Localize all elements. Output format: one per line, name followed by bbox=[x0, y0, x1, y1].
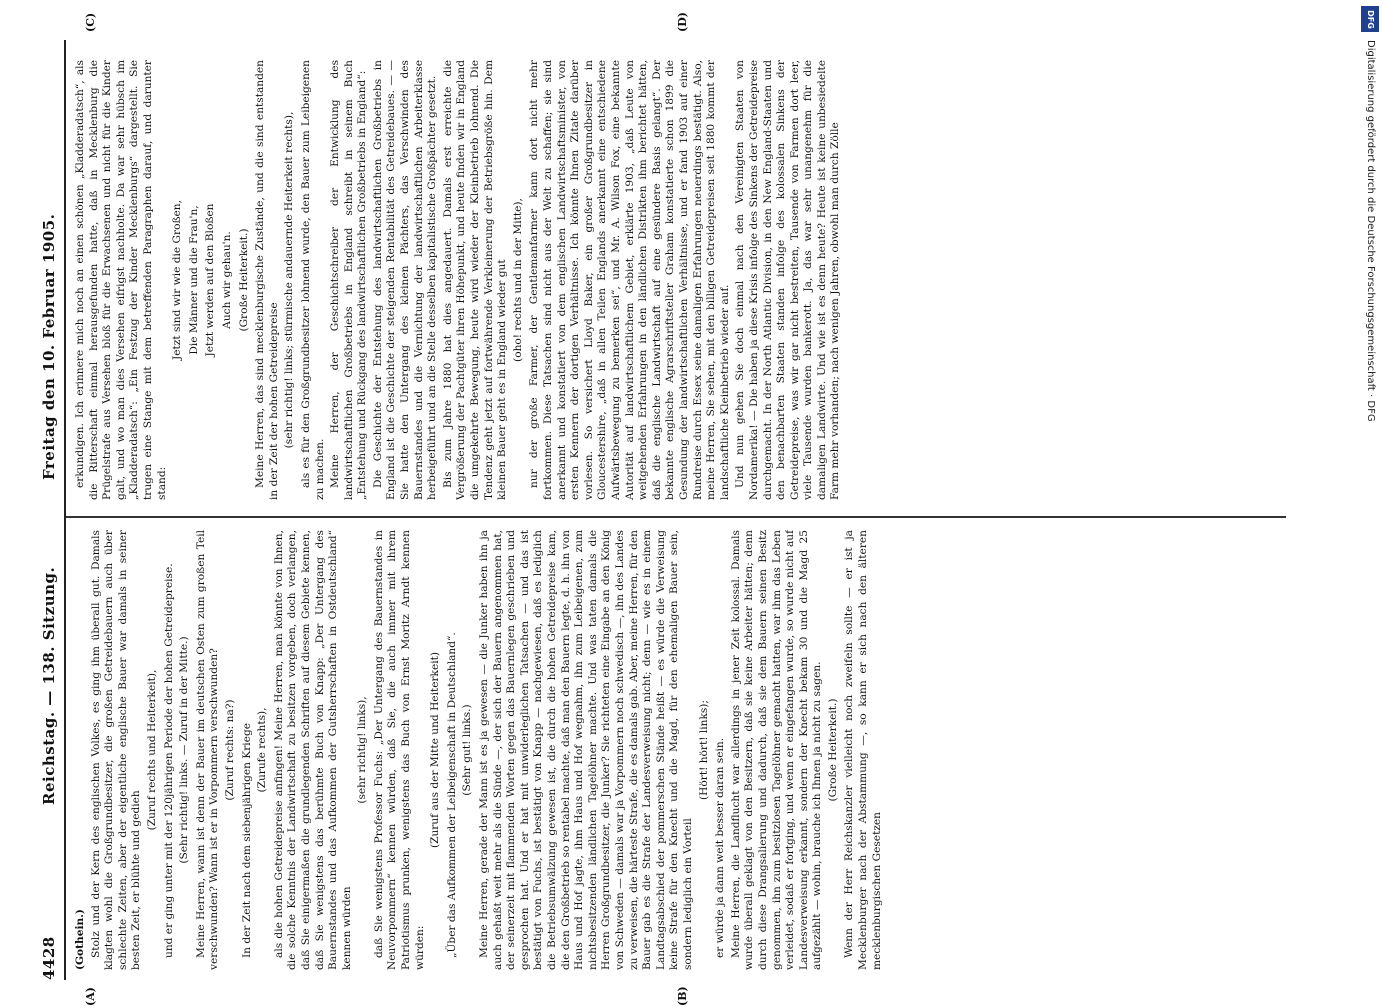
margin-marker-d: (D) bbox=[676, 12, 689, 32]
column-divider bbox=[66, 516, 1286, 518]
speaker-name: (Gothein.) bbox=[74, 909, 86, 970]
verse-line: Auch wir gehau'n. bbox=[220, 231, 233, 329]
paragraph: als die hohen Getreidepreise anfingen! Meine Herren, man könnte von Ihnen, die solche Kenntnis der Landwirtschaft zu besitzen vorgeben, doch verlangen, daß Sie einigermaßen die grundlegenden Schriften auf diesem Gebiete kennen, daß Sie wenigstens das berühmte Buch von Knapp: „Der Untergang des Bauernstandes und das Aufkommen der Gutsherrschaften in Ostdeutschland“ kennen würden bbox=[272, 530, 353, 970]
interjection: (Zurufe rechts), bbox=[256, 707, 269, 793]
interjection: (Große Heiterkeit.) bbox=[826, 698, 839, 802]
digitization-credit: Digitalisierung gefördert durch die Deutsche Forschungsgemeinschaft · DFG bbox=[1365, 40, 1376, 422]
dfg-logo: DFG bbox=[1361, 6, 1379, 32]
paragraph: Stolz und der Kern des englischen Volkes, es ging ihm überall gut. Damals klagten wohl die Großgrundbesitzer, die großen Getreidebauern auch über schlechte Zeiten, aber der eigentliche englische Bauer war damals in seiner besten Zeit, er blühte und gedieh bbox=[89, 530, 143, 970]
header-rule bbox=[64, 40, 66, 980]
header-left bbox=[36, 525, 64, 980]
interjection: (Große Heiterkeit.) bbox=[237, 228, 250, 332]
paragraph: und er ging unter mit der 120jährigen Periode der hohen Getreidepreise. bbox=[162, 563, 175, 958]
block-quote: Die Geschichte der Entstehung des landwirtschaftlichen Großbetriebs in England ist die Geschichte der steigenden Rentabilität des Getreidebaues. — — Sie hatte den Untergang des kleinen Pächters, das Verschwinden des Bauernstandes und die Vernichtung der landwirtschaftlichen Arbeiterklasse herbeigeführt und an die Stelle desselben kapitalistische Großpächter gesetzt. bbox=[371, 60, 439, 500]
paragraph: Meine Herren, wann ist denn der Bauer im deutschen Osten zum großen Teil verschwunden? Wann ist er in Vorpommern verschwunden? bbox=[194, 530, 221, 970]
paragraph: Meine Herren, das sind mecklenburgische Zustände, und die sind entstanden in der Zeit der hohen Getreidepreise bbox=[254, 60, 280, 500]
verse-line: Jetzt werden auf den Bloßen bbox=[204, 203, 217, 357]
interjection: (sehr richtig! links), bbox=[356, 696, 369, 804]
paragraph: nur der große Farmer, der Gentlemanfarmer kann dort nicht mehr fortkommen. Diese Tatsachen sind nicht aus der Welt zu schaffen; sie sind anerkannt und konstatiert von dem englischen Landwirtschaftsminister, von ersten Kennern der dortigen Verhältnisse. Ich könnte Ihnen Zitate darüber vorlesen. So versichert Lloyd Baker, ein großer Großgrundbesitzer in Gloucestershire, „daß in allen Teilen Englands anerkannt eine entschiedene Aufwärtsbewegung zu bemerken sei“, und Mr. A. Wilson Fox, eine bekannte Autorität auf landwirtschaftlichem Gebiet, erklärte 1903, „daß Leute von weitgehenden Erfahrungen in den ländlichen Distrikten ihm berichtet hätten, daß die englische Landwirtschaft auf eine gesündere Basis gelangt“. Der bekannte englische Agrarschriftsteller Graham konstatierte schon 1899 die Gesundung der landwirtschaftlichen Verhältnisse, und er fand 1903 auf einer Rundreise durch Essex seine damaligen Erfahrungen neuerdings bestätigt. Also, meine Herren, Sie sehen, mit den billigen Getreidepreisen seit 1880 kommt der landschaftliche Kleinbetrieb wieder auf. bbox=[528, 60, 731, 500]
paragraph: In der Zeit nach dem siebenjährigen Kriege bbox=[240, 723, 253, 958]
verse-line: Die Männer und die Frau'n, bbox=[187, 205, 200, 355]
right-column bbox=[74, 60, 1309, 500]
rotated-page-content bbox=[36, 12, 1316, 1006]
margin-marker-a: (A) bbox=[84, 987, 97, 1006]
paragraph: erkundigen. Ich erinnere mich noch an einen schönen „Kladderadatsch“, als die Ritterschaft einmal herausgefunden hatte, daß in Mecklenburg die Prügelstrafe aus Versehen bloß für die Erwachsenen und nicht für die Kinder galt, und wo man dies Versehen eifrigst nachholte. Da war sehr hübsch im „Kladderadatsch“: „Ein Festzug der Kinder Mecklenburgs“ dargestellt. Sie trugen eine Stange mit dem betreffenden Paragraphen darauf, und darunter stand: bbox=[74, 60, 168, 500]
left-column bbox=[74, 530, 1309, 970]
interjection: (Sehr gut! links.) bbox=[461, 704, 474, 796]
paragraph: er würde ja dann weit besser daran sein. bbox=[714, 737, 727, 958]
verse-line: Jetzt sind wir wie die Großen, bbox=[171, 200, 184, 361]
paragraph: Bis zum Jahre 1880 hat dies angedauert. Damals erst erreichte die Vergrößerung der Pachtgüter ihren Höhepunkt, und heute finden wir in England die umgekehrte Bewegung, heute wird wieder der Kleinbetrieb lohnend. Die Tendenz geht jetzt auf fortwährende Verkleinerung der Betriebsgröße hin. Dem kleinen Bauer geht es in England wieder gut bbox=[441, 60, 509, 500]
paragraph: Meine Herren, die Landflucht war allerdings in jener Zeit kolossal. Damals wurde überall geklagt von den Besitzern, daß sie keine Arbeiter hätten; denn durch diese Drangsalierung und dadurch, daß sie dem Bauern seinen Besitz genommen, ihn zum besitzlosen Tagelöhner gemacht hatten, war ihm das Leben verleidet, sodaß er fortging, und wenn er eingefangen wurde, so wurde nicht auf Landesverweisung erkannt, sondern der Knecht bekam 30 und die Magd 25 aufgezählt — wohin, brauche ich Ihnen ja nicht zu sagen. bbox=[729, 530, 824, 970]
header-left-title: Reichstag. — 138. Sitzung. bbox=[40, 566, 58, 805]
paragraph: als es für den Großgrundbesitzer lohnend wurde, den Bauer zum Leibeigenen zu machen. bbox=[299, 60, 326, 500]
interjection: (Zuruf rechts: na?) bbox=[223, 699, 236, 801]
interjection: (sehr richtig! links; stürmische andauernde Heiterkeit rechts), bbox=[283, 111, 296, 449]
paragraph: daß Sie wenigstens Professor Fuchs: „Der Untergang des Bauernstandes in Neuvorpommern“ kennen würden, daß Sie, die auch immer mit ihrem Patriotismus prunken, wenigstens das Buch von Ernst Moritz Arndt kennen würden: bbox=[372, 530, 426, 970]
paragraph: „Über das Aufkommen der Leibeigenschaft in Deutschland“. bbox=[445, 632, 458, 958]
header-right-title: Freitag den 10. Februar 1905. bbox=[40, 213, 58, 480]
paragraph: Wenn der Herr Reichskanzler vielleicht noch zweifeln sollte — er ist ja Mecklenburger nach der Abstammung —, so kann er sich nach den älteren mecklenburgischen Gesetzen bbox=[843, 530, 883, 970]
paragraph: Meine Herren, der Geschichtschreiber der Entwicklung des landwirtschaftlichen Großbetriebs in England schreibt in seinem Buch „Entstehung und Rückgang des landwirtschaftlichen Großbetriebs in England“: bbox=[329, 60, 369, 500]
interjection: (Zuruf rechts und Heiterkeit), bbox=[145, 669, 158, 831]
margin-marker-b: (B) bbox=[676, 986, 689, 1006]
header-right bbox=[36, 40, 64, 510]
page-number: 4428 bbox=[40, 936, 58, 980]
paragraph: Meine Herren, gerade der Mann ist es ja gewesen — die Junker haben ihn ja auch gehaßt weit mehr als die Sünde —, der sich der Bauern angenommen hat, der seinerzeit mit flammenden Worten gegen das Bauernlegen geschrieben und gesprochen hat. Und er hat mit unwiderleglichen Tatsachen — und das ist bestätigt von Fuchs, ist bestätigt von Knapp — nachgewiesen, daß es lediglich die Betriebsumwälzung gewesen ist, die durch die hohen Getreidepreise kam, die den Großbetrieb so rentabel machte, daß man den Bauern legte, d. h. ihn von Haus und Hof jagte, ihm Haus und Hof wegnahm, ihn zum Leibeigenen, zum nichtsbesitzenden ländlichen Tagelöhner machte. Und was taten damals die Herren Großgrundbesitzer, die Junker? Sie richteten eine Eingabe an den König von Schweden — damals war ja Vorpommern noch schwedisch —, ihn des Landes zu verweisen, die härteste Strafe, die es damals gab. Aber, meine Herren, für den Bauer gab es die Strafe der Landesverweisung nicht; denn — wie es in einem Landtagsabschied der pommerschen Stände heißt — es würde die Verweisung keine Strafe für den Knecht und die Magd, für den ehemaligen Bauer sein, sondern lediglich ein Vorteil bbox=[478, 530, 694, 970]
interjection: (Sehr richtig! links. — Zuruf in der Mitte.) bbox=[178, 636, 191, 864]
interjection: (oho! rechts und in der Mitte), bbox=[511, 198, 524, 362]
interjection: (Zuruf aus der Mitte und Heiterkeit) bbox=[429, 651, 442, 849]
paragraph: Und nun gehen Sie doch einmal nach den Vereinigten Staaten von Nordamerika! — Die haben ja diese Krisis infolge des Sinkens der Getreidepreise durchgemacht. In der North Atlantic Division, in den New England-Staaten und den benachbarten Staaten standen infolge des kolossalen Sinkens der Getreidepreise, was wir gar nicht bestreiten, Tausende von Farmen dort leer, viele Tausende wurden bankerott. Ja, das war sehr unangenehm für die damaligen Landwirte. Und wie ist es denn heute? Heute ist keine unbesiedelte Farm mehr vorhanden; nach wenigen Jahren, obwohl man durch Zölle bbox=[734, 60, 842, 500]
interjection: (Hört! hört! links); bbox=[697, 700, 710, 800]
margin-marker-c: (C) bbox=[84, 12, 97, 32]
